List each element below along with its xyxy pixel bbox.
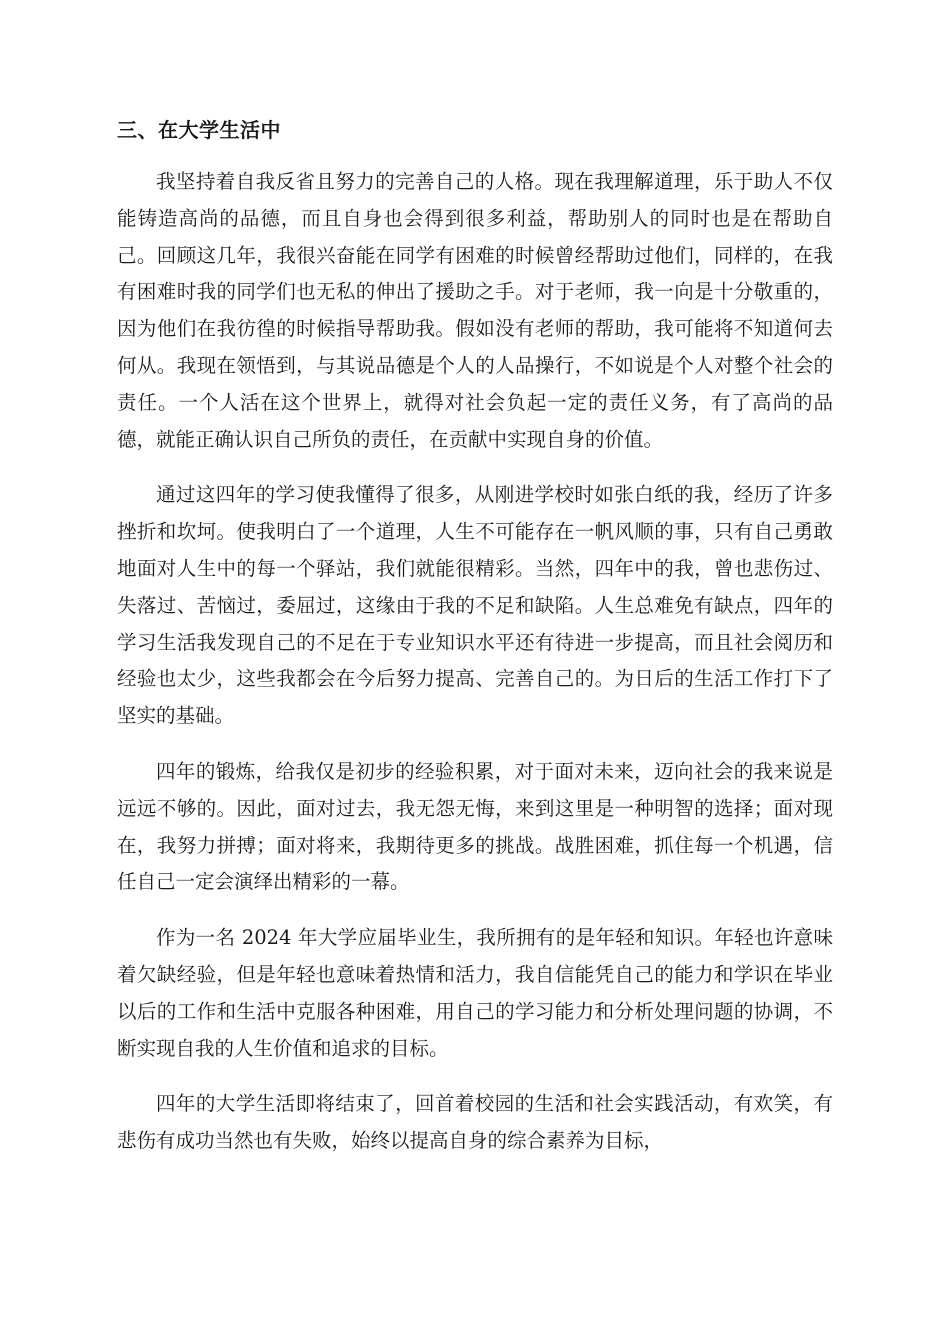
paragraph-3: 四年的锻炼，给我仅是初步的经验积累，对于面对未来，迈向社会的我来说是远远不够的。因此，面对过去，我无怨无悔，来到这里是一种明智的选择；面对现在，我努力拼搏；面对将来，我期待更多的挑战。战胜困难，抓住每一个机遇，信任自己一定会演绎出精彩的一幕。 [117,759,833,894]
document-body [117,112,833,1179]
section-heading: 三、在大学生活中 [117,118,281,142]
paragraph-4: 作为一名 2024 年大学应届毕业生，我所拥有的是年轻和知识。年轻也许意味着欠缺经验，但是年轻也意味着热情和活力，我自信能凭自己的能力和学识在毕业以后的工作和生活中克服各种困难，用自己的学习能力和分析处理问题的协调，不断实现自我的人生价值和追求的目标。 [117,926,833,1060]
paragraph-1: 我坚持着自我反省且努力的完善自己的人格。现在我理解道理，乐于助人不仅能铸造高尚的品德，而且自身也会得到很多利益，帮助别人的同时也是在帮助自己。回顾这几年，我很兴奋能在同学有困难的时候曾经帮助过他们，同样的，在我有困难时我的同学们也无私的伸出了援助之手。对于老师，我一向是十分敬重的，因为他们在我彷徨的时候指导帮助我。假如没有老师的帮助，我可能将不知道何去何从。我现在领悟到，与其说品德是个人的人品操行，不如说是个人对整个社会的责任。一个人活在这个世界上，就得对社会负起一定的责任义务，有了高尚的品德，就能正确认识自己所负的责任，在贡献中实现自身的价值。 [117,170,833,451]
paragraph-2: 通过这四年的学习使我懂得了很多，从刚进学校时如张白纸的我，经历了许多挫折和坎坷。使我明白了一个道理，人生不可能存在一帆风顺的事，只有自己勇敢地面对人生中的每一个驿站，我们就能很精彩。当然，四年中的我，曾也悲伤过、失落过、苦恼过，委屈过，这缘由于我的不足和缺陷。人生总难免有缺点，四年的学习生活我发现自己的不足在于专业知识水平还有待进一步提高，而且社会阅历和经验也太少，这些我都会在今后努力提高、完善自己的。为日后的生活工作打下了坚实的基础。 [117,483,833,728]
paragraph-5: 四年的大学生活即将结束了，回首着校园的生活和社会实践活动，有欢笑，有悲伤有成功当然也有失败，始终以提高自身的综合素养为目标， [117,1092,833,1153]
